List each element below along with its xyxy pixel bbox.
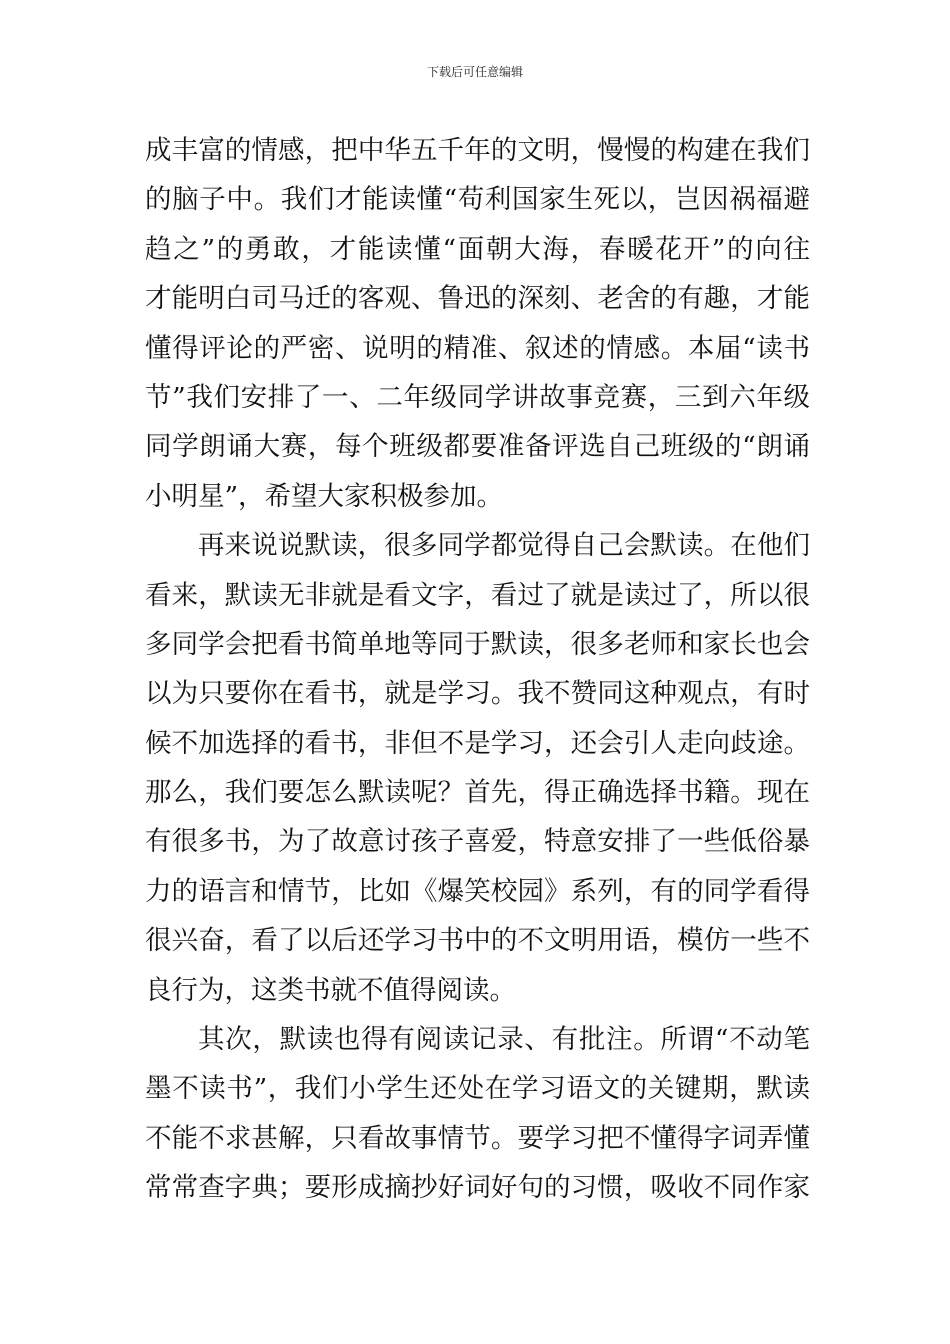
- text-line: 其次，默读也得有阅读记录、有批注。所谓“不动笔: [198, 1024, 810, 1056]
- text-line: 看来，默读无非就是看文字，看过了就是读过了，所以很: [145, 579, 810, 611]
- text-line: 力的语言和情节，比如《爆笑校园》系列，有的同学看得: [145, 875, 810, 907]
- text-line: 的脑子中。我们才能读懂“苟利国家生死以，岂因祸福避: [145, 184, 810, 216]
- text-line: 很兴奋，看了以后还学习书中的不文明用语，模仿一些不: [145, 925, 810, 957]
- text-line: 不能不求甚解，只看故事情节。要学习把不懂得字词弄懂: [145, 1122, 810, 1154]
- text-line: 墨不读书”，我们小学生还处在学习语文的关键期，默读: [145, 1073, 810, 1105]
- body-text: [145, 126, 810, 1213]
- text-line: 同学朗诵大赛，每个班级都要准备评选自己班级的“朗诵: [145, 431, 810, 463]
- text-line: 常常查字典；要形成摘抄好词好句的习惯，吸收不同作家: [145, 1172, 810, 1204]
- text-line: 再来说说默读，很多同学都觉得自己会默读。在他们: [198, 530, 810, 562]
- page-header: 下载后可任意编辑: [426, 65, 523, 79]
- text-line: 节”我们安排了一、二年级同学讲故事竞赛，三到六年级: [145, 381, 810, 413]
- text-line: 那么，我们要怎么默读呢？首先，得正确选择书籍。现在: [145, 777, 810, 809]
- text-line: 有很多书，为了故意讨孩子喜爱，特意安排了一些低俗暴: [145, 826, 810, 858]
- text-line: 候不加选择的看书，非但不是学习，还会引人走向歧途。: [145, 727, 810, 759]
- text-line: 成丰富的情感，把中华五千年的文明，慢慢的构建在我们: [145, 135, 810, 166]
- text-line: 趋之”的勇敢，才能读懂“面朝大海，春暖花开”的向往: [145, 233, 810, 265]
- text-line: 懂得评论的严密、说明的精准、叙述的情感。本届“读书: [145, 332, 810, 364]
- text-line: 以为只要你在看书，就是学习。我不赞同这种观点，有时: [145, 678, 810, 710]
- text-line: 才能明白司马迁的客观、鲁迅的深刻、老舍的有趣，才能: [145, 283, 810, 315]
- text-line: 多同学会把看书简单地等同于默读，很多老师和家长也会: [145, 628, 810, 660]
- text-line: 小明星”，希望大家积极参加。: [145, 480, 504, 512]
- text-line: 良行为，这类书就不值得阅读。: [145, 974, 516, 1006]
